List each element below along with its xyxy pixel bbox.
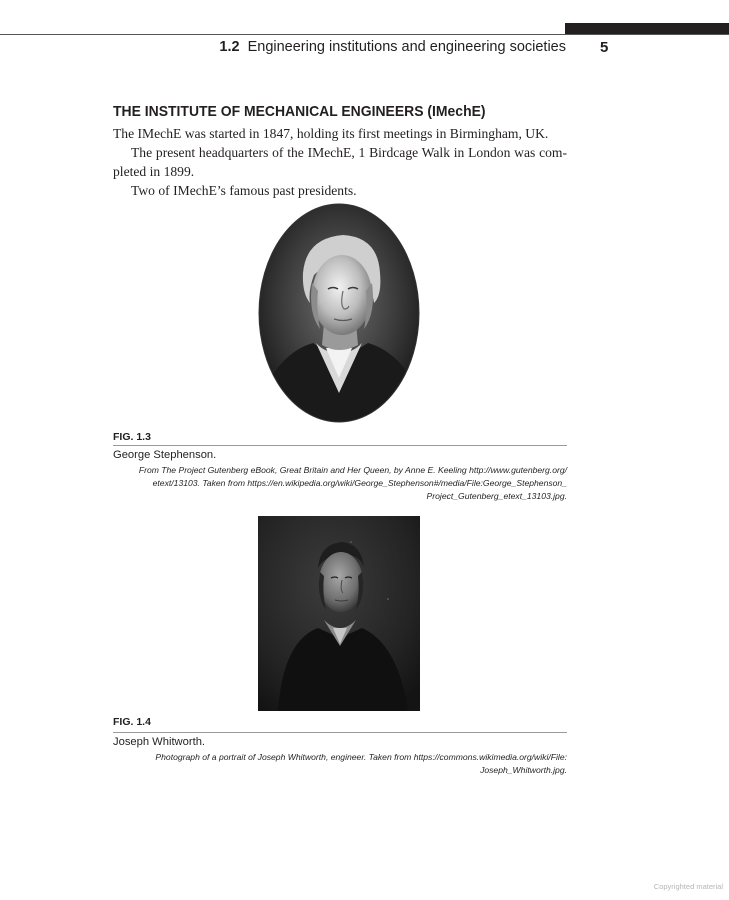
figure-source-line: etext/13103. Taken from https://en.wikipedia.org/wiki/George_Stephenson#/media/File:George_Stephenson_ xyxy=(152,478,567,488)
page-number: 5 xyxy=(600,39,609,56)
figure-source xyxy=(113,464,567,503)
section-heading: THE INSTITUTE OF MECHANICAL ENGINEERS (IMechE) xyxy=(113,103,486,120)
section-title: Engineering institutions and engineering societies xyxy=(247,39,566,55)
figure-caption: George Stephenson. xyxy=(113,449,217,461)
body-text xyxy=(113,124,567,200)
paragraph: Two of IMechE’s famous past presidents. xyxy=(131,183,357,198)
figure-label: FIG. 1.4 xyxy=(113,716,151,728)
george-stephenson-portrait xyxy=(258,203,420,423)
figure-label: FIG. 1.3 xyxy=(113,431,151,443)
paragraph: The present headquarters of the IMechE, 1 Birdcage Walk in London was com-pleted in 1899. xyxy=(113,145,567,179)
figure-source-line: Photograph of a portrait of Joseph Whitworth, engineer. Taken from https://commons.wikimedia.org/wiki/File: xyxy=(155,752,567,762)
joseph-whitworth-portrait xyxy=(258,516,420,711)
figure-source-line: Project_Gutenberg_etext_13103.jpg. xyxy=(426,491,567,501)
copyright-watermark: Copyrighted material xyxy=(653,882,723,891)
figure-source-line: From The Project Gutenberg eBook, Great Britain and Her Queen, by Anne E. Keeling http://www.gutenberg.org/ xyxy=(138,465,567,475)
figure-rule xyxy=(113,445,567,446)
section-number: 1.2 xyxy=(219,39,240,55)
figure-caption: Joseph Whitworth. xyxy=(113,736,206,748)
figure-source-line: Joseph_Whitworth.jpg. xyxy=(480,765,567,775)
figure-rule xyxy=(113,732,567,733)
paragraph: The IMechE was started in 1847, holding its first meetings in Birmingham, UK. xyxy=(113,126,549,141)
header-rule xyxy=(0,34,729,35)
running-head xyxy=(200,39,566,55)
figure-source xyxy=(113,751,567,777)
